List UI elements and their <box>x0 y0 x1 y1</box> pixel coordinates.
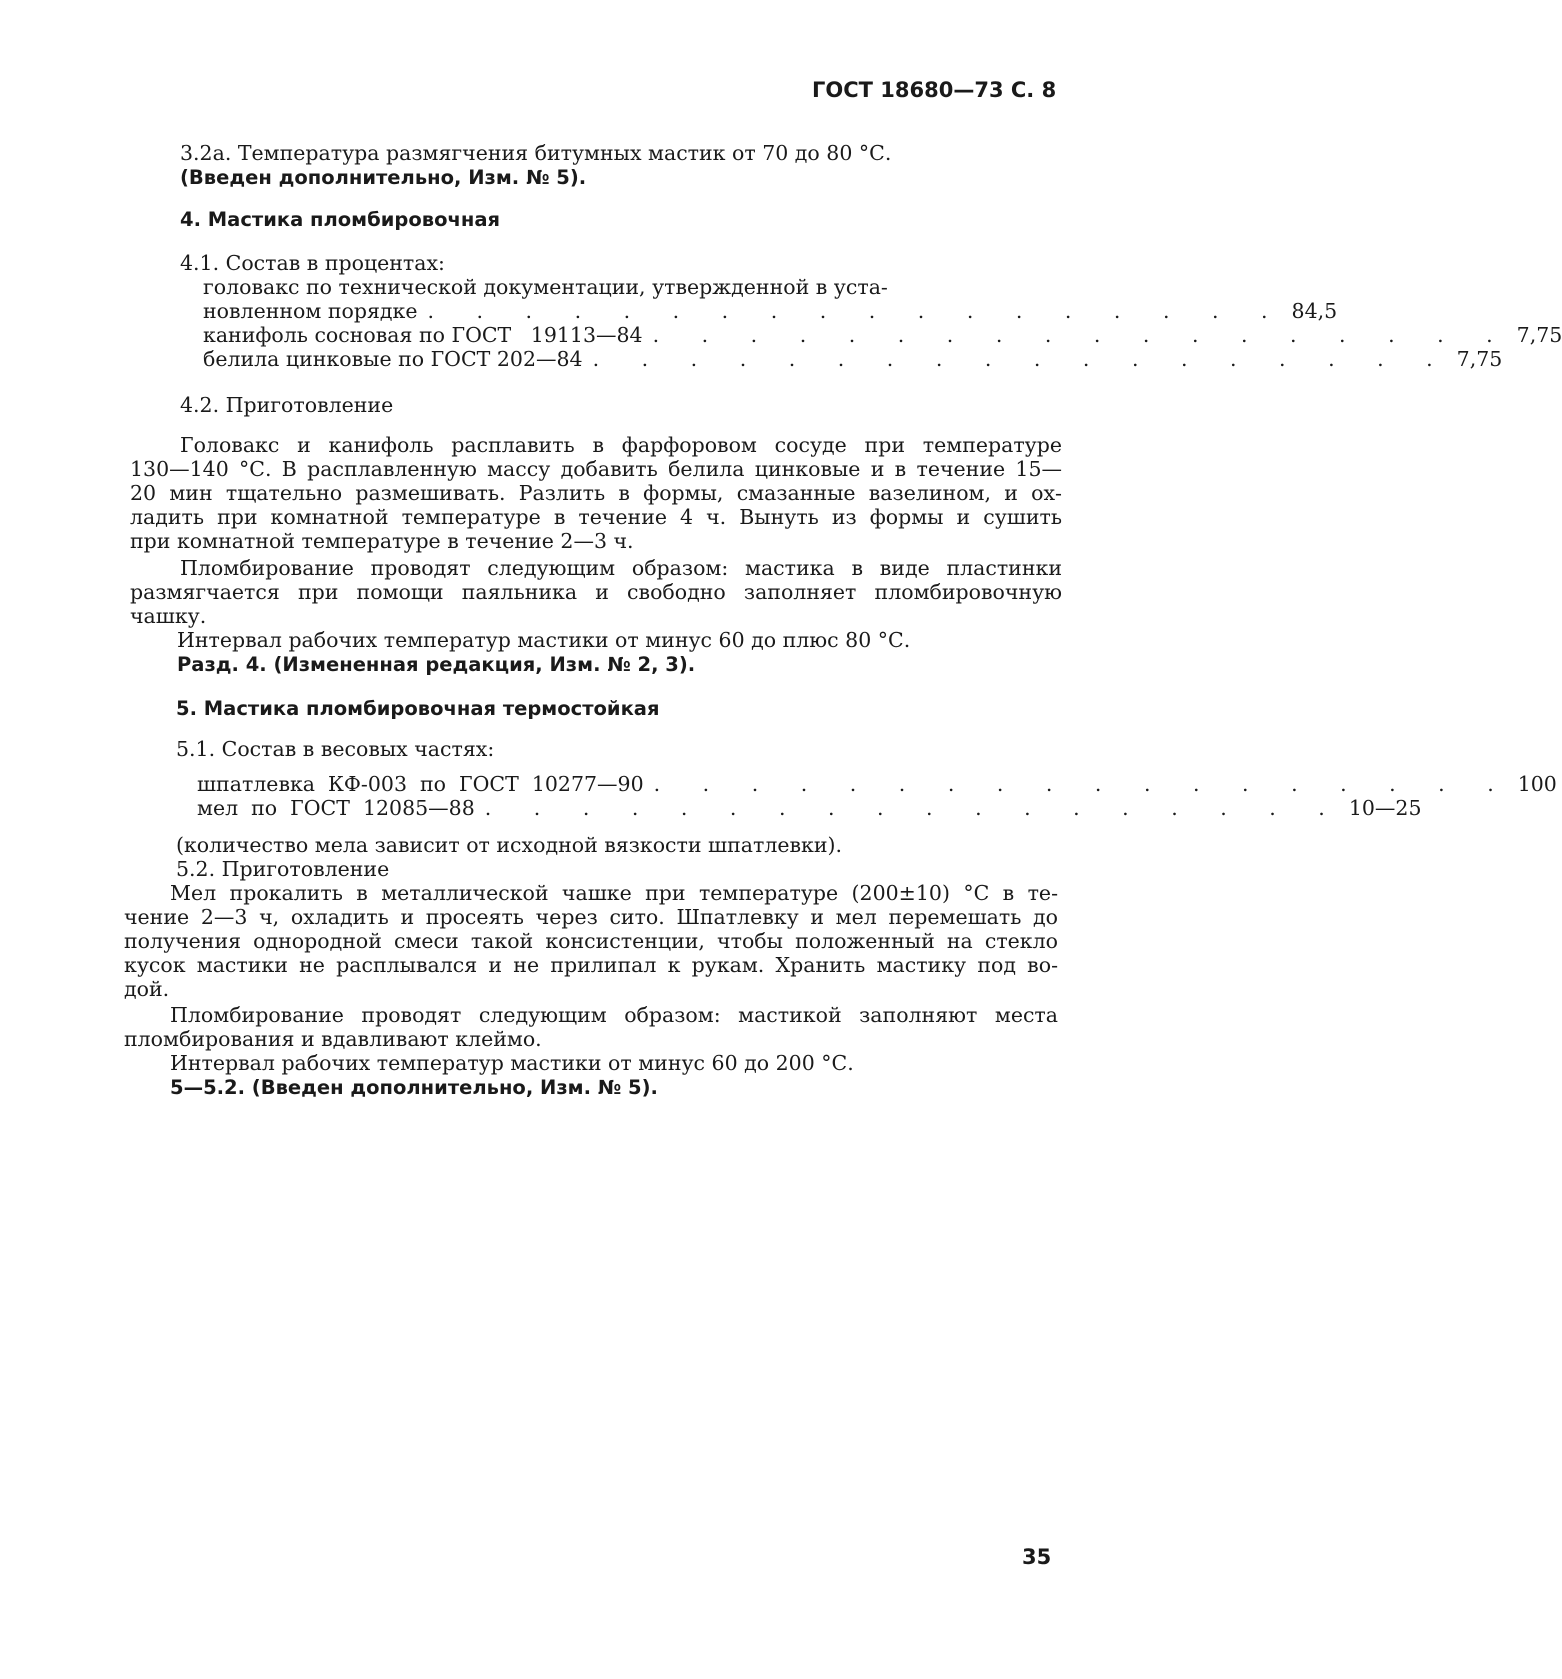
section-4-composition-title: 4.1. Состав в процентах: <box>180 251 445 275</box>
section-4-amendment-note: Разд. 4. (Измененная редакция, Изм. № 2, 3). <box>177 653 696 676</box>
section-5-heading: 5. Мастика пломбировочная термостойкая <box>176 697 660 720</box>
section-5-amendment-note: 5—5.2. (Введен дополнительно, Изм. № 5). <box>170 1076 658 1099</box>
page-number: 35 <box>1022 1545 1052 1569</box>
section-5-prep-line: дой. <box>124 977 170 1001</box>
section-5-item-row <box>197 796 1422 820</box>
item-label: белила цинковые по ГОСТ 202—84 <box>203 347 583 371</box>
page-header: ГОСТ 18680—73 С. 8 <box>812 78 1057 102</box>
section-5-seal-line: пломбирования и вдавливают клеймо. <box>124 1027 542 1051</box>
item-value: 84,5 <box>1291 299 1338 323</box>
section-5-chalk-note: (количество мела зависит от исходной вязкости шпатлевки). <box>176 833 843 857</box>
section-5-prep-line: чение 2—3 ч, охладить и просеять через сито. Шпатлевку и мел перемешать до <box>124 905 1058 929</box>
section-5-prep-title: 5.2. Приготовление <box>176 857 390 881</box>
section-5-item-row <box>197 772 1557 796</box>
item-value: 100 <box>1517 772 1557 796</box>
section-5-prep-line: получения однородной смеси такой консистенции, чтобы положенный на стекло <box>124 929 1058 953</box>
section-4-seal-line: чашку. <box>130 604 207 628</box>
section-4-item-row <box>203 347 1503 371</box>
section-5-prep-line: кусок мастики не расплывался и не прилипал к рукам. Хранить мастику под во- <box>124 953 1058 977</box>
section-5-interval: Интервал рабочих температур мастики от минус 60 до 200 °С. <box>170 1051 854 1075</box>
section-4-prep-line: 130—140 °С. В расплавленную массу добавить белила цинковые и в течение 15— <box>130 457 1062 481</box>
item-label: новленном порядке <box>203 299 418 323</box>
leader-dots: . . . . . . . . . . . . . . . . . . <box>484 796 1343 820</box>
section-4-prep-line: Головакс и канифоль расплавить в фарфоровом сосуде при температуре <box>180 433 1062 457</box>
item-label: мел по ГОСТ 12085—88 <box>197 796 475 820</box>
item-label: шпатлевка КФ-003 по ГОСТ 10277—90 <box>197 772 644 796</box>
section-5-seal-line: Пломбирование проводят следующим образом: мастикой заполняют места <box>170 1003 1058 1027</box>
leader-dots: . . . . . . . . . . . . . . . . . . <box>592 347 1451 371</box>
item-value: 7,75 <box>1516 323 1562 347</box>
leader-dots: . . . . . . . . . . . . . . . . . . <box>653 772 1512 796</box>
item-value: 7,75 <box>1456 347 1503 371</box>
section-4-item1-line1: головакс по технической документации, утвержденной в уста- <box>203 275 888 299</box>
amendment-note-3-2a: (Введен дополнительно, Изм. № 5). <box>180 166 587 189</box>
section-4-prep-line: 20 мин тщательно размешивать. Разлить в формы, смазанные вазелином, и ох- <box>130 481 1062 505</box>
section-4-prep-line: при комнатной температуре в течение 2—3 ч. <box>130 529 634 553</box>
section-4-item-row <box>203 299 1338 323</box>
paragraph-3-2a: 3.2а. Температура размягчения битумных мастик от 70 до 80 °С. <box>180 141 892 165</box>
section-4-seal-line: размягчается при помощи паяльника и свободно заполняет пломбировочную <box>130 580 1062 604</box>
section-4-interval: Интервал рабочих температур мастики от минус 60 до плюс 80 °С. <box>177 628 911 652</box>
section-4-prep-line: ладить при комнатной температуре в течение 4 ч. Вынуть из формы и сушить <box>130 505 1062 529</box>
section-4-seal-line: Пломбирование проводят следующим образом: мастика в виде пластинки <box>180 556 1062 580</box>
leader-dots: . . . . . . . . . . . . . . . . . . <box>427 299 1286 323</box>
leader-dots: . . . . . . . . . . . . . . . . . . <box>652 323 1511 347</box>
item-label: канифоль сосновая по ГОСТ 19113—84 <box>203 323 643 347</box>
section-5-composition-title: 5.1. Состав в весовых частях: <box>176 737 495 761</box>
item-value: 10—25 <box>1348 796 1422 820</box>
section-4-item-row <box>203 323 1562 347</box>
section-5-prep-line: Мел прокалить в металлической чашке при температуре (200±10) °С в те- <box>170 881 1058 905</box>
section-4-heading: 4. Мастика пломбировочная <box>180 208 501 231</box>
section-4-prep-title: 4.2. Приготовление <box>180 393 394 417</box>
